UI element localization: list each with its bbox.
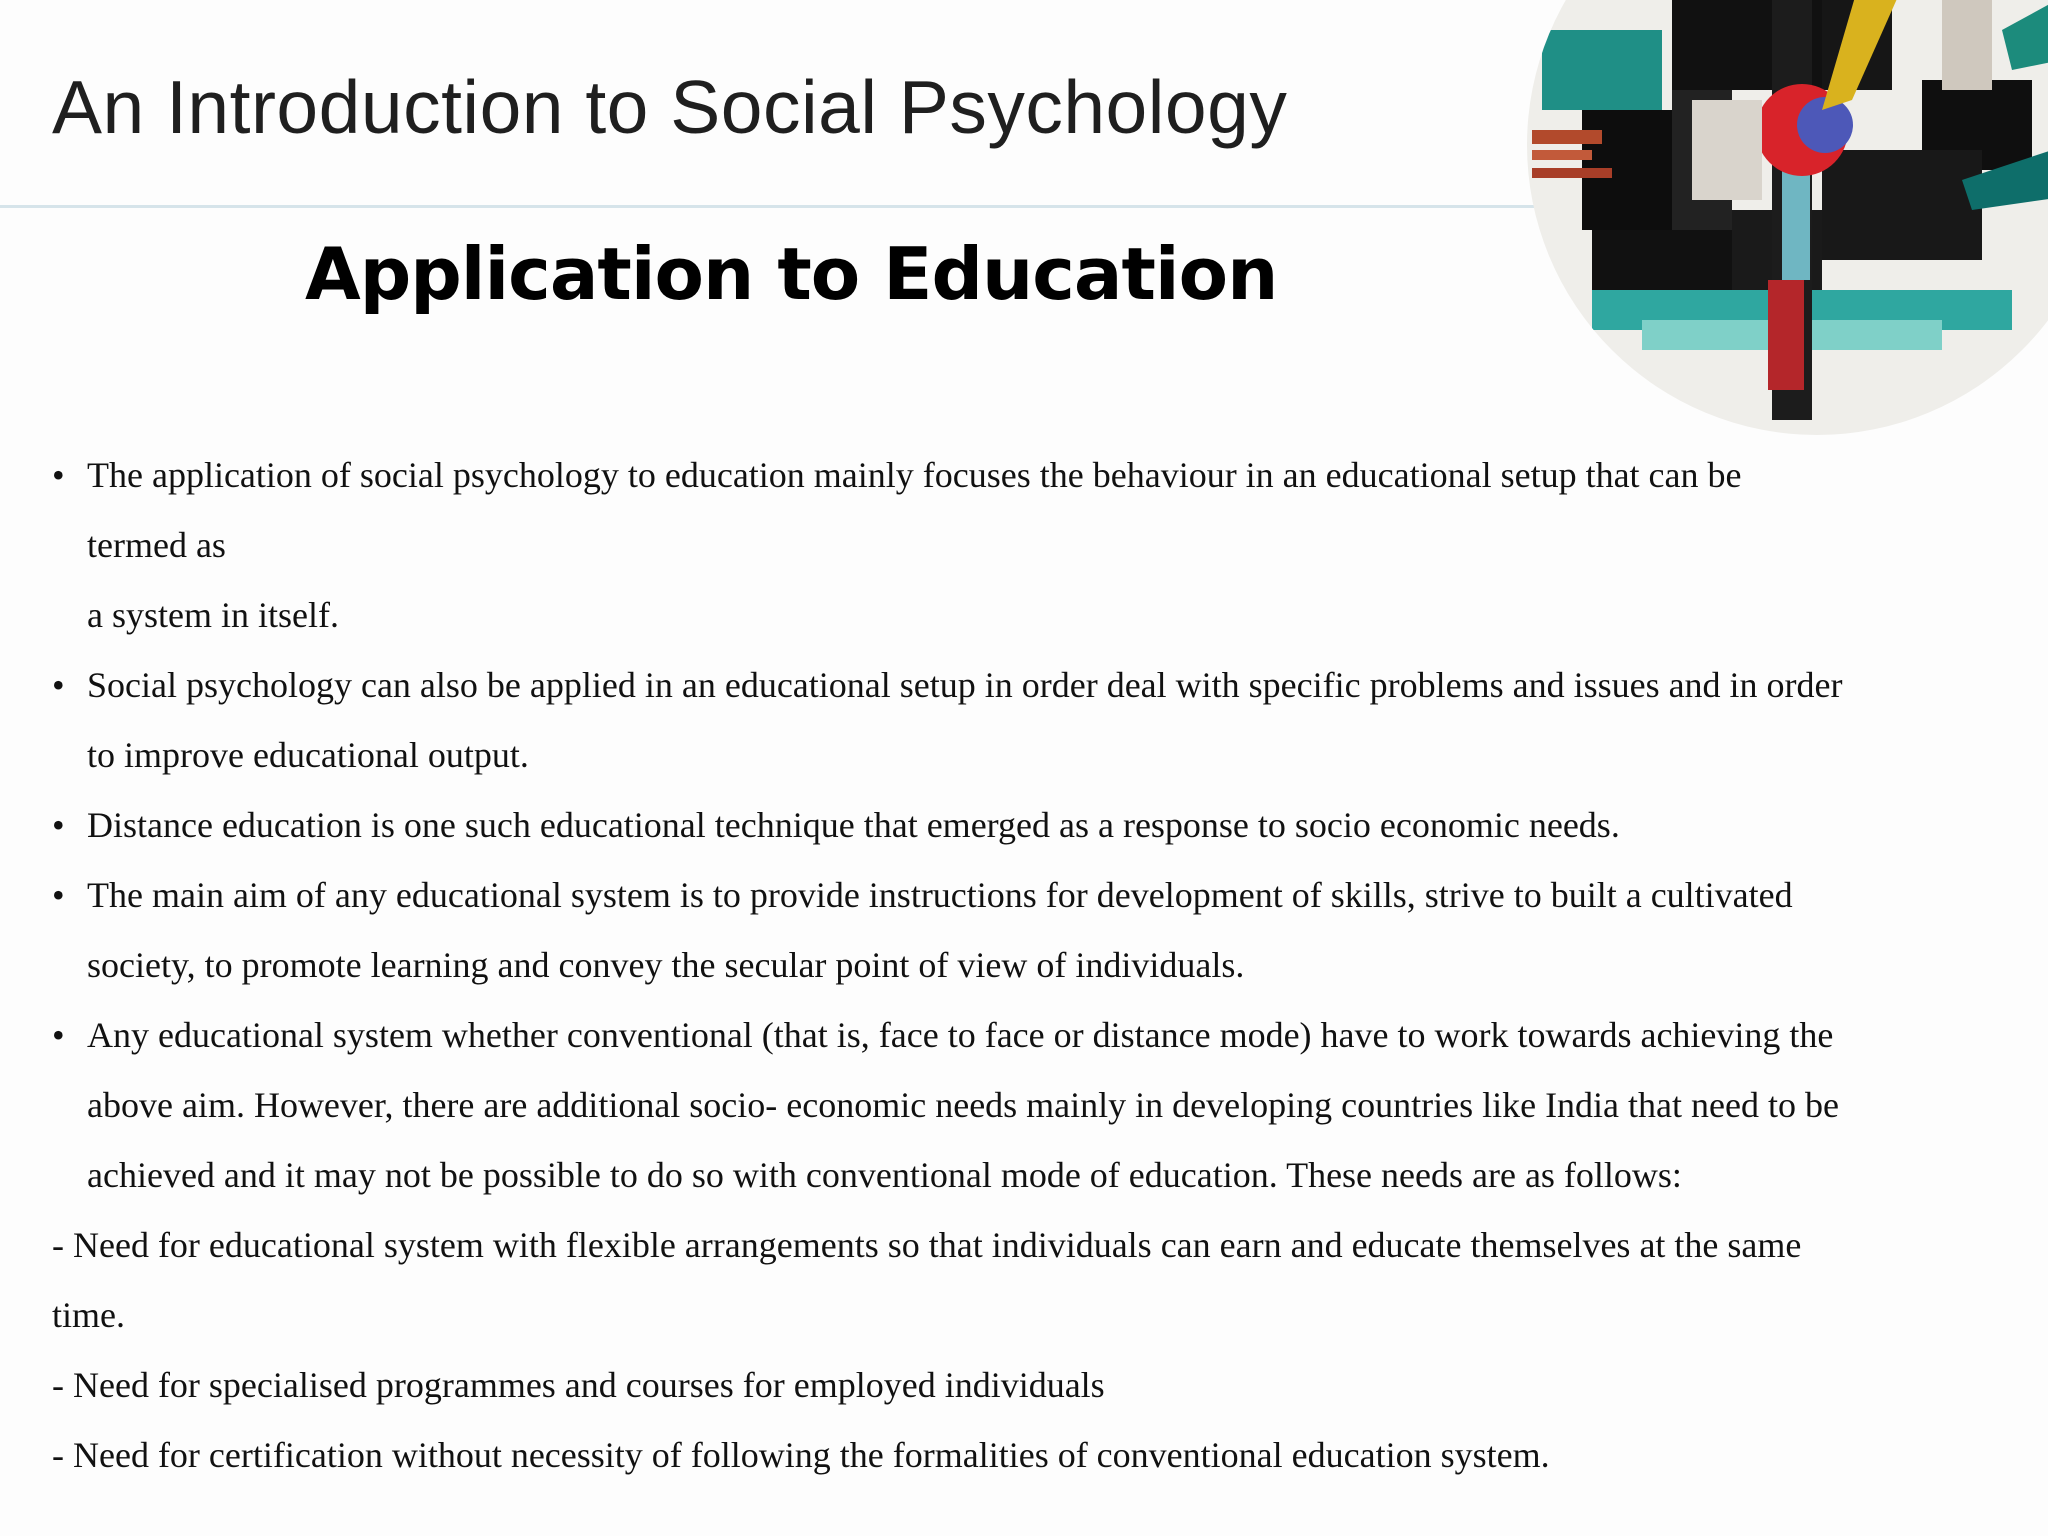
- need-line: - Need for certification without necessity of following the formalities of conventional education system.: [52, 1435, 1550, 1475]
- list-item: [52, 860, 2002, 1000]
- header-divider: [0, 205, 1600, 208]
- bullet-line: Any educational system whether conventional (that is, face to face or distance mode) have to work towards achieving the: [87, 1015, 1834, 1055]
- bullet-marker: •: [52, 1015, 65, 1055]
- abstract-painting-disc-icon: [1522, 0, 2048, 440]
- slide-body: [52, 440, 2002, 1490]
- bullet-line: The main aim of any educational system is to provide instructions for development of skills, strive to built a cultivated: [87, 875, 1793, 915]
- need-line: time.: [52, 1295, 125, 1335]
- bullet-marker: •: [52, 455, 65, 495]
- list-item: [52, 1000, 2002, 1210]
- need-line: - Need for educational system with flexible arrangements so that individuals can earn and educate themselves at the same: [52, 1225, 1802, 1265]
- bullet-line: termed as: [87, 525, 226, 565]
- bullet-line: achieved and it may not be possible to do so with conventional mode of education. These needs are as follows:: [87, 1155, 1682, 1195]
- bullet-line: society, to promote learning and convey the secular point of view of individuals.: [87, 945, 1245, 985]
- bullet-marker: •: [52, 665, 65, 705]
- bullet-line: to improve educational output.: [87, 735, 529, 775]
- list-item: [52, 440, 2002, 650]
- need-item: [52, 1420, 2002, 1490]
- bullet-list: [52, 440, 2002, 1210]
- list-item: [52, 790, 2002, 860]
- bullet-marker: •: [52, 805, 65, 845]
- bullet-line: above aim. However, there are additional socio- economic needs mainly in developing countries like India that need to be: [87, 1085, 1839, 1125]
- list-item: [52, 650, 2002, 790]
- bullet-line: The application of social psychology to education mainly focuses the behaviour in an educational setup that can be: [87, 455, 1742, 495]
- need-line: - Need for specialised programmes and courses for employed individuals: [52, 1365, 1105, 1405]
- bullet-line: Social psychology can also be applied in an educational setup in order deal with specific problems and issues and in order: [87, 665, 1843, 705]
- bullet-line: Distance education is one such educational technique that emerged as a response to socio economic needs.: [87, 805, 1620, 845]
- bullet-line: a system in itself.: [87, 595, 339, 635]
- slide-heading: Application to Education: [305, 232, 1278, 316]
- need-item: [52, 1350, 2002, 1420]
- bullet-marker: •: [52, 875, 65, 915]
- course-title: An Introduction to Social Psychology: [52, 65, 1288, 149]
- need-item: [52, 1210, 2002, 1350]
